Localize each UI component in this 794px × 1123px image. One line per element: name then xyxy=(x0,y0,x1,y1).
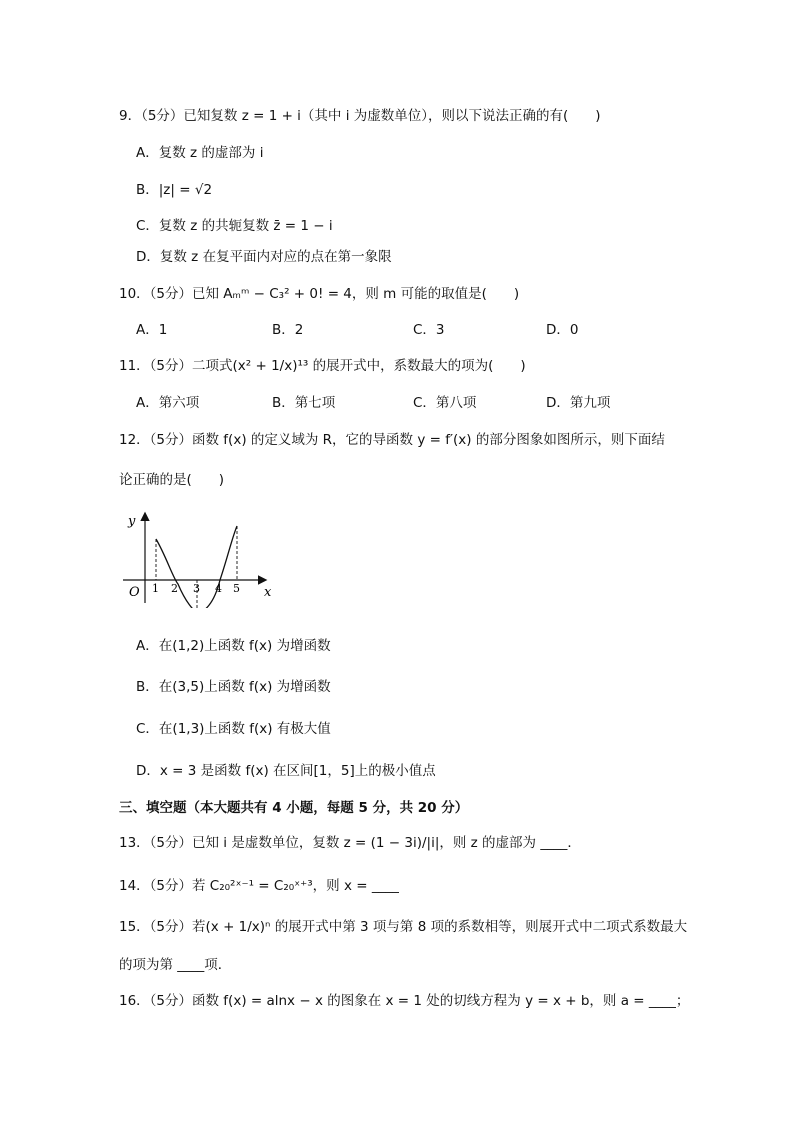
x-axis-label: x xyxy=(264,585,272,600)
question-11-option-b: B．第七项 xyxy=(272,395,336,411)
question-12-option-d: D．x = 3 是函数 f(x) 在区间[1，5]上的极小值点 xyxy=(136,763,436,779)
question-11-option-c: C．第八项 xyxy=(413,395,477,411)
question-15-line-2: 的项为第 ____项． xyxy=(119,957,232,973)
question-11-stem: 11．（5分）二项式(x² + 1/x)¹³ 的展开式中，系数最大的项为( ) xyxy=(119,358,526,374)
question-16: 16．（5分）函数 f(x) = alnx − x 的图象在 x = 1 处的切线方程为 y = x + b，则 a = ____； xyxy=(119,993,690,1009)
question-12-stem-line-2: 论正确的是( ) xyxy=(119,472,225,488)
question-13: 13．（5分）已知 i 是虚数单位，复数 z = (1 − 3i)/|i|，则 z 的虚部为 ____． xyxy=(119,835,581,851)
question-12-stem-line-1: 12．（5分）函数 f(x) 的定义域为 R，它的导函数 y = f′(x) 的部分图象如图所示，则下面结 xyxy=(119,432,665,448)
derivative-curve xyxy=(156,526,237,608)
question-9-stem: 9．（5分）已知复数 z = 1 + i（其中 i 为虚数单位），则以下说法正确的有( ) xyxy=(119,108,601,124)
question-9-option-a: A．复数 z 的虚部为 i xyxy=(136,145,264,161)
question-10-stem: 10．（5分）已知 Aₘᵐ − C₃² + 0! = 4，则 m 可能的取值是( ) xyxy=(119,286,520,302)
tick-label-4: 4 xyxy=(215,582,222,595)
question-12-option-a: A．在(1,2)上函数 f(x) 为增函数 xyxy=(136,638,331,654)
tick-label-2: 2 xyxy=(171,582,178,595)
origin-label: O xyxy=(129,585,140,600)
question-10-option-b: B．2 xyxy=(272,322,304,338)
question-14: 14．（5分）若 C₂₀²ˣ⁻¹ = C₂₀ˣ⁺³，则 x = ____ xyxy=(119,878,399,894)
tick-label-5: 5 xyxy=(233,582,240,595)
question-15-line-1: 15．（5分）若(x + 1/x)ⁿ 的展开式中第 3 项与第 8 项的系数相等，则展开式中二项式系数最大 xyxy=(119,919,688,935)
section-3-heading: 三、填空题（本大题共有 4 小题，每题 5 分，共 20 分） xyxy=(119,800,469,816)
tick-label-1: 1 xyxy=(152,582,159,595)
derivative-graph xyxy=(118,508,278,608)
question-12-option-b: B．在(3,5)上函数 f(x) 为增函数 xyxy=(136,679,331,695)
question-9-option-c: C．复数 z 的共轭复数 z̄ = 1 − i xyxy=(136,218,333,234)
question-10-option-a: A．1 xyxy=(136,322,168,338)
question-12-option-c: C．在(1,3)上函数 f(x) 有极大值 xyxy=(136,721,331,737)
y-axis-label: y xyxy=(128,514,136,529)
question-9-option-b: B．|z| = √2 xyxy=(136,182,213,198)
question-10-option-d: D．0 xyxy=(546,322,579,338)
question-11-option-a: A．第六项 xyxy=(136,395,200,411)
question-9-option-d: D．复数 z 在复平面内对应的点在第一象限 xyxy=(136,249,392,265)
question-10-option-c: C．3 xyxy=(413,322,445,338)
question-11-option-d: D．第九项 xyxy=(546,395,611,411)
tick-label-3: 3 xyxy=(193,582,200,595)
